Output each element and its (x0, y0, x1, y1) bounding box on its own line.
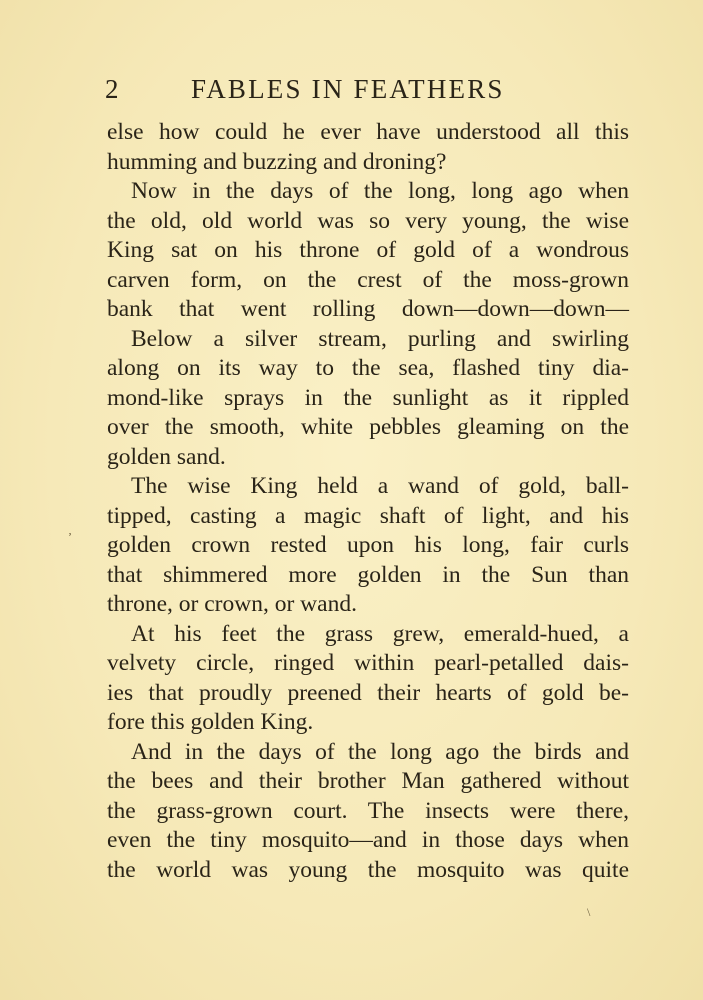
text-line: mond-like sprays in the sunlight as it rippled (107, 384, 629, 411)
text-line: carven form, on the crest of the moss-grown (107, 266, 629, 293)
text-line: golden crown rested upon his long, fair curls (107, 532, 629, 558)
paragraph-start-line: And in the days of the long ago the birds and (131, 738, 629, 765)
text-line: ies that proudly preened their hearts of gold be- (107, 679, 629, 706)
margin-speck: ʼ (68, 530, 72, 544)
text-line: the bees and their brother Man gathered without (107, 768, 629, 794)
page-number: 2 (105, 74, 120, 104)
text-line: else how could he ever have understood all this (107, 119, 629, 145)
paragraph-start-line: At his feet the grass grew, emerald-hued, a (131, 620, 629, 647)
paragraph-start-line: The wise King held a wand of gold, ball- (131, 473, 629, 499)
text-line: golden sand. (107, 443, 226, 470)
text-line: the old, old world was so very young, the wise (107, 207, 629, 234)
text-line: velvety circle, ringed within pearl-petalled dais- (107, 650, 629, 676)
bottom-speck: \ (587, 905, 591, 919)
text-line: King sat on his throne of gold of a wondrous (107, 237, 629, 263)
paragraph-start-line: Below a silver stream, purling and swirling (131, 325, 629, 352)
text-line: the grass-grown court. The insects were there, (107, 797, 629, 824)
text-line: that shimmered more golden in the Sun than (107, 561, 629, 588)
page-header (105, 74, 633, 108)
text-line: over the smooth, white pebbles gleaming on the (107, 414, 629, 440)
text-line: along on its way to the sea, flashed tiny dia- (107, 355, 629, 381)
text-line: even the tiny mosquito—and in those days when (107, 827, 629, 853)
text-line: tipped, casting a magic shaft of light, and his (107, 502, 629, 529)
text-line: bank that went rolling down—down—down— (107, 296, 629, 322)
text-line: the world was young the mosquito was quite (107, 856, 629, 883)
text-line: throne, or crown, or wand. (107, 591, 357, 617)
text-line: fore this golden King. (107, 709, 314, 735)
text-line: humming and buzzing and droning? (107, 148, 447, 175)
running-title: FABLES IN FEATHERS (191, 74, 505, 104)
body-text (107, 118, 629, 885)
paragraph-start-line: Now in the days of the long, long ago when (131, 178, 629, 204)
